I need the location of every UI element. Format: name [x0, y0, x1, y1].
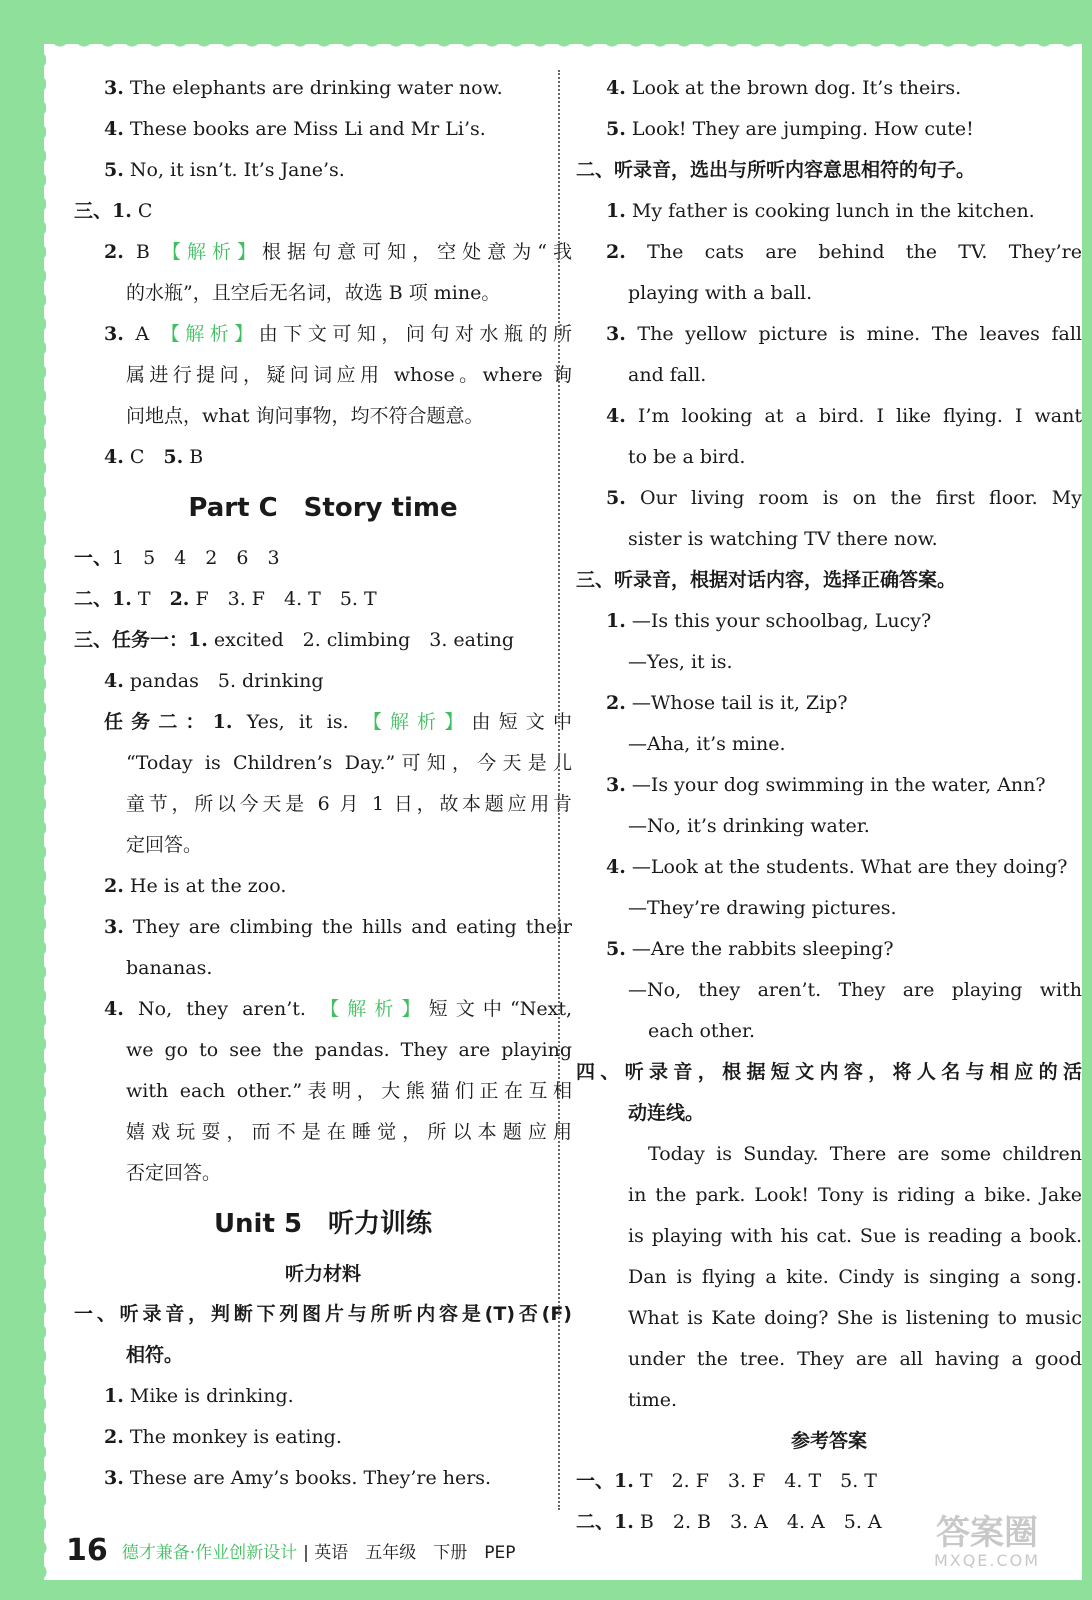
- answer-line: [74, 314, 572, 355]
- answer-line: [74, 150, 572, 191]
- line-text: —No, it’s drinking water.: [628, 815, 870, 837]
- line-text: “Today is Children’s Day.”可知，今天是儿: [126, 752, 572, 774]
- answer-line: [576, 1339, 1082, 1380]
- answer-line: [576, 970, 1082, 1011]
- answer-line: [74, 702, 572, 743]
- answer-line: [74, 948, 572, 989]
- line-text: He is at the zoo.: [123, 875, 287, 897]
- item-number: 2.: [169, 588, 190, 610]
- page-border-bottom: [0, 1580, 1092, 1600]
- line-text: to be a bird.: [628, 446, 746, 468]
- item-number: 3.: [104, 323, 124, 345]
- item-number: 2.: [606, 692, 626, 714]
- item-number: 3.: [104, 1467, 124, 1489]
- section-marker: 三、任务一：: [74, 629, 189, 651]
- answer-line: [74, 866, 572, 907]
- line-text: Today is Sunday. There are some children: [648, 1143, 1082, 1165]
- answer-line: [576, 1216, 1082, 1257]
- analysis-tag: 【解析】: [320, 998, 429, 1020]
- line-text: sister is watching TV there now.: [628, 528, 938, 550]
- item-number: 1.: [112, 200, 132, 222]
- answer-line: [576, 847, 1082, 888]
- line-text: No, they aren’t.: [123, 998, 321, 1020]
- line-text: The elephants are drinking water now.: [123, 77, 503, 99]
- line-text: C: [123, 446, 164, 468]
- answer-line: [74, 784, 572, 825]
- line-text: 童节，所以今天是 6 月 1 日，故本题应用肯: [126, 793, 572, 815]
- watermark-logo: [912, 1514, 1062, 1574]
- item-number: 2.: [104, 875, 124, 897]
- answer-line: [576, 191, 1082, 232]
- answer-line: [576, 560, 1082, 601]
- answer-line: [74, 437, 572, 478]
- item-number: 5.: [104, 159, 124, 181]
- analysis-tag: 【解析】: [161, 241, 263, 263]
- line-text: Mike is drinking.: [123, 1385, 294, 1407]
- section-marker: 三、: [576, 569, 615, 591]
- answer-line: [576, 1380, 1082, 1421]
- answer-line: [576, 1134, 1082, 1175]
- line-text: —Is this your schoolbag, Lucy?: [625, 610, 932, 632]
- answer-line: [74, 1153, 572, 1194]
- line-text: 属进行提问，疑问词应用 whose。where 询: [126, 364, 572, 386]
- answer-line: [74, 743, 572, 784]
- line-text: 问地点，what 询问事物，均不符合题意。: [126, 405, 484, 427]
- line-text: My father is cooking lunch in the kitchen.: [625, 200, 1035, 222]
- line-text: A: [123, 323, 161, 345]
- line-text: 的水瓶”，且空后无名词，故选 B 项 mine。: [126, 282, 501, 304]
- left-column: [74, 68, 572, 1499]
- line-text: bananas.: [126, 957, 213, 979]
- item-number: 1.: [606, 200, 626, 222]
- item-number: 1.: [614, 1470, 634, 1492]
- section-subheading: 参考答案: [790, 1430, 867, 1452]
- item-number: 2.: [104, 1426, 124, 1448]
- item-number: 4.: [606, 405, 626, 427]
- line-text: we go to see the pandas. They are playing: [126, 1039, 572, 1061]
- line-text: T: [131, 588, 170, 610]
- line-text: with each other.”表明，大熊猫们正在互相: [126, 1080, 572, 1102]
- answer-line: [576, 437, 1082, 478]
- line-text: I’m looking at a bird. I like flying. I want: [625, 405, 1082, 427]
- answer-line: [576, 355, 1082, 396]
- line-text: in the park. Look! Tony is riding a bike. Jake: [628, 1184, 1082, 1206]
- line-text: is playing with his cat. Sue is reading a book.: [628, 1225, 1082, 1247]
- line-text: These are Amy’s books. They’re hers.: [123, 1467, 492, 1489]
- answer-line: [576, 888, 1082, 929]
- answer-line: [576, 109, 1082, 150]
- line-text: 由短文中: [471, 711, 572, 733]
- line-text: Our living room is on the first floor. My: [625, 487, 1082, 509]
- section-marker: 二、: [74, 588, 113, 610]
- section-marker: 二、: [576, 1511, 615, 1533]
- page-border-right: [1082, 0, 1092, 1600]
- answer-line: [576, 519, 1082, 560]
- line-text: —Yes, it is.: [628, 651, 733, 673]
- line-text: 1 5 4 2 6 3: [112, 547, 280, 569]
- item-number: 2.: [104, 241, 124, 263]
- line-text: time.: [628, 1389, 678, 1411]
- answer-line: [576, 1461, 1082, 1502]
- answer-line: [74, 1071, 572, 1112]
- answer-line: [74, 1376, 572, 1417]
- answer-line: [576, 929, 1082, 970]
- section-subheading: 听力材料: [284, 1263, 361, 1285]
- answer-line: [74, 1335, 572, 1376]
- line-text: B 2. B 3. A 4. A 5. A: [633, 1511, 882, 1533]
- answer-line: [576, 314, 1082, 355]
- page-number: 16: [66, 1532, 108, 1568]
- item-number: 4.: [104, 118, 124, 140]
- answer-line: [576, 232, 1082, 273]
- answer-line: [74, 538, 572, 579]
- line-text: excited 2. climbing 3. eating: [207, 629, 515, 651]
- series-name: 德才兼备·作业创新设计: [121, 1542, 298, 1563]
- line-text: —They’re drawing pictures.: [628, 897, 897, 919]
- answer-line: [74, 355, 572, 396]
- answer-line: [576, 601, 1082, 642]
- section-marker: 三、: [74, 200, 113, 222]
- line-text: They are climbing the hills and eating their: [123, 916, 572, 938]
- section-marker: 四、: [576, 1061, 625, 1083]
- line-text: No, it isn’t. It’s Jane’s.: [123, 159, 345, 181]
- section-marker: 一、: [576, 1470, 615, 1492]
- item-number: 4.: [104, 998, 124, 1020]
- line-text: 根据句意可知，空处意为“我: [262, 241, 572, 263]
- line-text: —Are the rabbits sleeping?: [625, 938, 894, 960]
- page-footer: [66, 1530, 516, 1570]
- line-text: Dan is flying a kite. Cindy is singing a song.: [628, 1266, 1082, 1288]
- item-number: 1.: [614, 1511, 634, 1533]
- answer-line: [576, 683, 1082, 724]
- line-text: Yes, it is.: [232, 711, 363, 733]
- watermark-url: MXQE.COM: [933, 1551, 1041, 1570]
- watermark-text: 答案圈: [936, 1513, 1038, 1553]
- item-number: 5.: [163, 446, 184, 468]
- answer-line: [74, 191, 572, 232]
- item-number: 4.: [104, 670, 124, 692]
- item-number: 4.: [104, 446, 124, 468]
- line-text: What is Kate doing? She is listening to music: [628, 1307, 1082, 1329]
- line-text: and fall.: [628, 364, 707, 386]
- answer-line: [576, 642, 1082, 683]
- line-text: 听录音，根据短文内容，将人名与相应的活: [624, 1061, 1082, 1083]
- line-text: each other.: [648, 1020, 756, 1042]
- answer-line: [74, 232, 572, 273]
- section-heading: Unit 5 听力训练: [213, 1209, 433, 1239]
- answer-line: [74, 661, 572, 702]
- line-text: 定回答。: [126, 834, 203, 856]
- answer-line: [576, 273, 1082, 314]
- line-text: pandas 5. drinking: [123, 670, 324, 692]
- item-number: 1.: [212, 711, 233, 733]
- line-text: 听录音，选出与所听内容意思相符的句子。: [614, 159, 976, 181]
- item-number: 4.: [606, 77, 626, 99]
- line-text: 听录音，根据对话内容，选择正确答案。: [614, 569, 957, 591]
- line-text: 嬉戏玩耍，而不是在睡觉，所以本题应用: [126, 1121, 572, 1143]
- item-number: 3.: [104, 916, 124, 938]
- item-number: 5.: [606, 487, 626, 509]
- line-text: The yellow picture is mine. The leaves fall: [625, 323, 1082, 345]
- answer-line: [576, 1175, 1082, 1216]
- line-text: These books are Miss Li and Mr Li’s.: [123, 118, 486, 140]
- item-number: 1.: [188, 629, 208, 651]
- line-text: 听录音，判断下列图片与所听内容是(T)否(F): [119, 1303, 572, 1325]
- line-text: Look at the brown dog. It’s theirs.: [625, 77, 962, 99]
- line-text: under the tree. They are all having a good: [628, 1348, 1082, 1370]
- answer-line: [74, 620, 572, 661]
- answer-line: [576, 765, 1082, 806]
- section-marker: 一、: [74, 1303, 120, 1325]
- section-marker: 任务二：: [104, 711, 213, 733]
- line-text: C: [131, 200, 153, 222]
- line-text: —Aha, it’s mine.: [628, 733, 786, 755]
- page-border-top: [0, 0, 1092, 44]
- item-number: 2.: [606, 241, 626, 263]
- answer-line: [74, 1030, 572, 1071]
- item-number: 3.: [606, 774, 626, 796]
- right-column: [576, 68, 1082, 1543]
- line-text: —Whose tail is it, Zip?: [625, 692, 848, 714]
- answer-line: [74, 989, 572, 1030]
- line-text: F 3. F 4. T 5. T: [189, 588, 377, 610]
- answer-line: [576, 68, 1082, 109]
- answer-line: [74, 68, 572, 109]
- item-number: 3.: [104, 77, 124, 99]
- answer-line: [576, 1257, 1082, 1298]
- section-marker: 二、: [576, 159, 615, 181]
- line-text: 由下文可知，问句对水瓶的所: [258, 323, 572, 345]
- answer-line: [74, 907, 572, 948]
- answer-line: [74, 1294, 572, 1335]
- answer-line: [576, 724, 1082, 765]
- answer-line: [576, 1298, 1082, 1339]
- line-text: The monkey is eating.: [123, 1426, 342, 1448]
- answer-line: [576, 1011, 1082, 1052]
- item-number: 5.: [606, 938, 626, 960]
- answer-line: [576, 1093, 1082, 1134]
- line-text: 否定回答。: [126, 1162, 222, 1184]
- book-info: | 英语 五年级 下册 PEP: [303, 1542, 516, 1563]
- answer-line: [576, 1052, 1082, 1093]
- line-text: playing with a ball.: [628, 282, 813, 304]
- line-text: —Is your dog swimming in the water, Ann?: [625, 774, 1046, 796]
- line-text: B: [123, 241, 162, 263]
- line-text: B: [183, 446, 204, 468]
- line-text: 相符。: [126, 1344, 184, 1366]
- answer-line: [74, 273, 572, 314]
- column-divider: [558, 70, 560, 1510]
- answer-line: [74, 579, 572, 620]
- item-number: 1.: [112, 588, 132, 610]
- answer-line: [74, 825, 572, 866]
- line-text: 短文中“Next,: [428, 998, 572, 1020]
- answer-line: [576, 396, 1082, 437]
- item-number: 3.: [606, 323, 626, 345]
- answer-line: [74, 1112, 572, 1153]
- analysis-tag: 【解析】: [160, 323, 259, 345]
- line-text: —Look at the students. What are they doing?: [625, 856, 1068, 878]
- answer-line: [74, 1458, 572, 1499]
- line-text: The cats are behind the TV. They’re: [625, 241, 1082, 263]
- answer-line: [74, 396, 572, 437]
- answer-line: [74, 109, 572, 150]
- section-heading: Part C Story time: [188, 493, 458, 523]
- section-marker: 一、: [74, 547, 113, 569]
- answer-line: [74, 1417, 572, 1458]
- answer-line: [576, 478, 1082, 519]
- line-text: 动连线。: [628, 1102, 705, 1124]
- answer-line: [576, 806, 1082, 847]
- item-number: 5.: [606, 118, 626, 140]
- line-text: —No, they aren’t. They are playing with: [628, 979, 1082, 1001]
- line-text: Look! They are jumping. How cute!: [625, 118, 974, 140]
- item-number: 1.: [606, 610, 626, 632]
- item-number: 1.: [104, 1385, 124, 1407]
- analysis-tag: 【解析】: [362, 711, 472, 733]
- item-number: 4.: [606, 856, 626, 878]
- page-border-left: [0, 0, 44, 1600]
- line-text: T 2. F 3. F 4. T 5. T: [633, 1470, 877, 1492]
- answer-line: [576, 150, 1082, 191]
